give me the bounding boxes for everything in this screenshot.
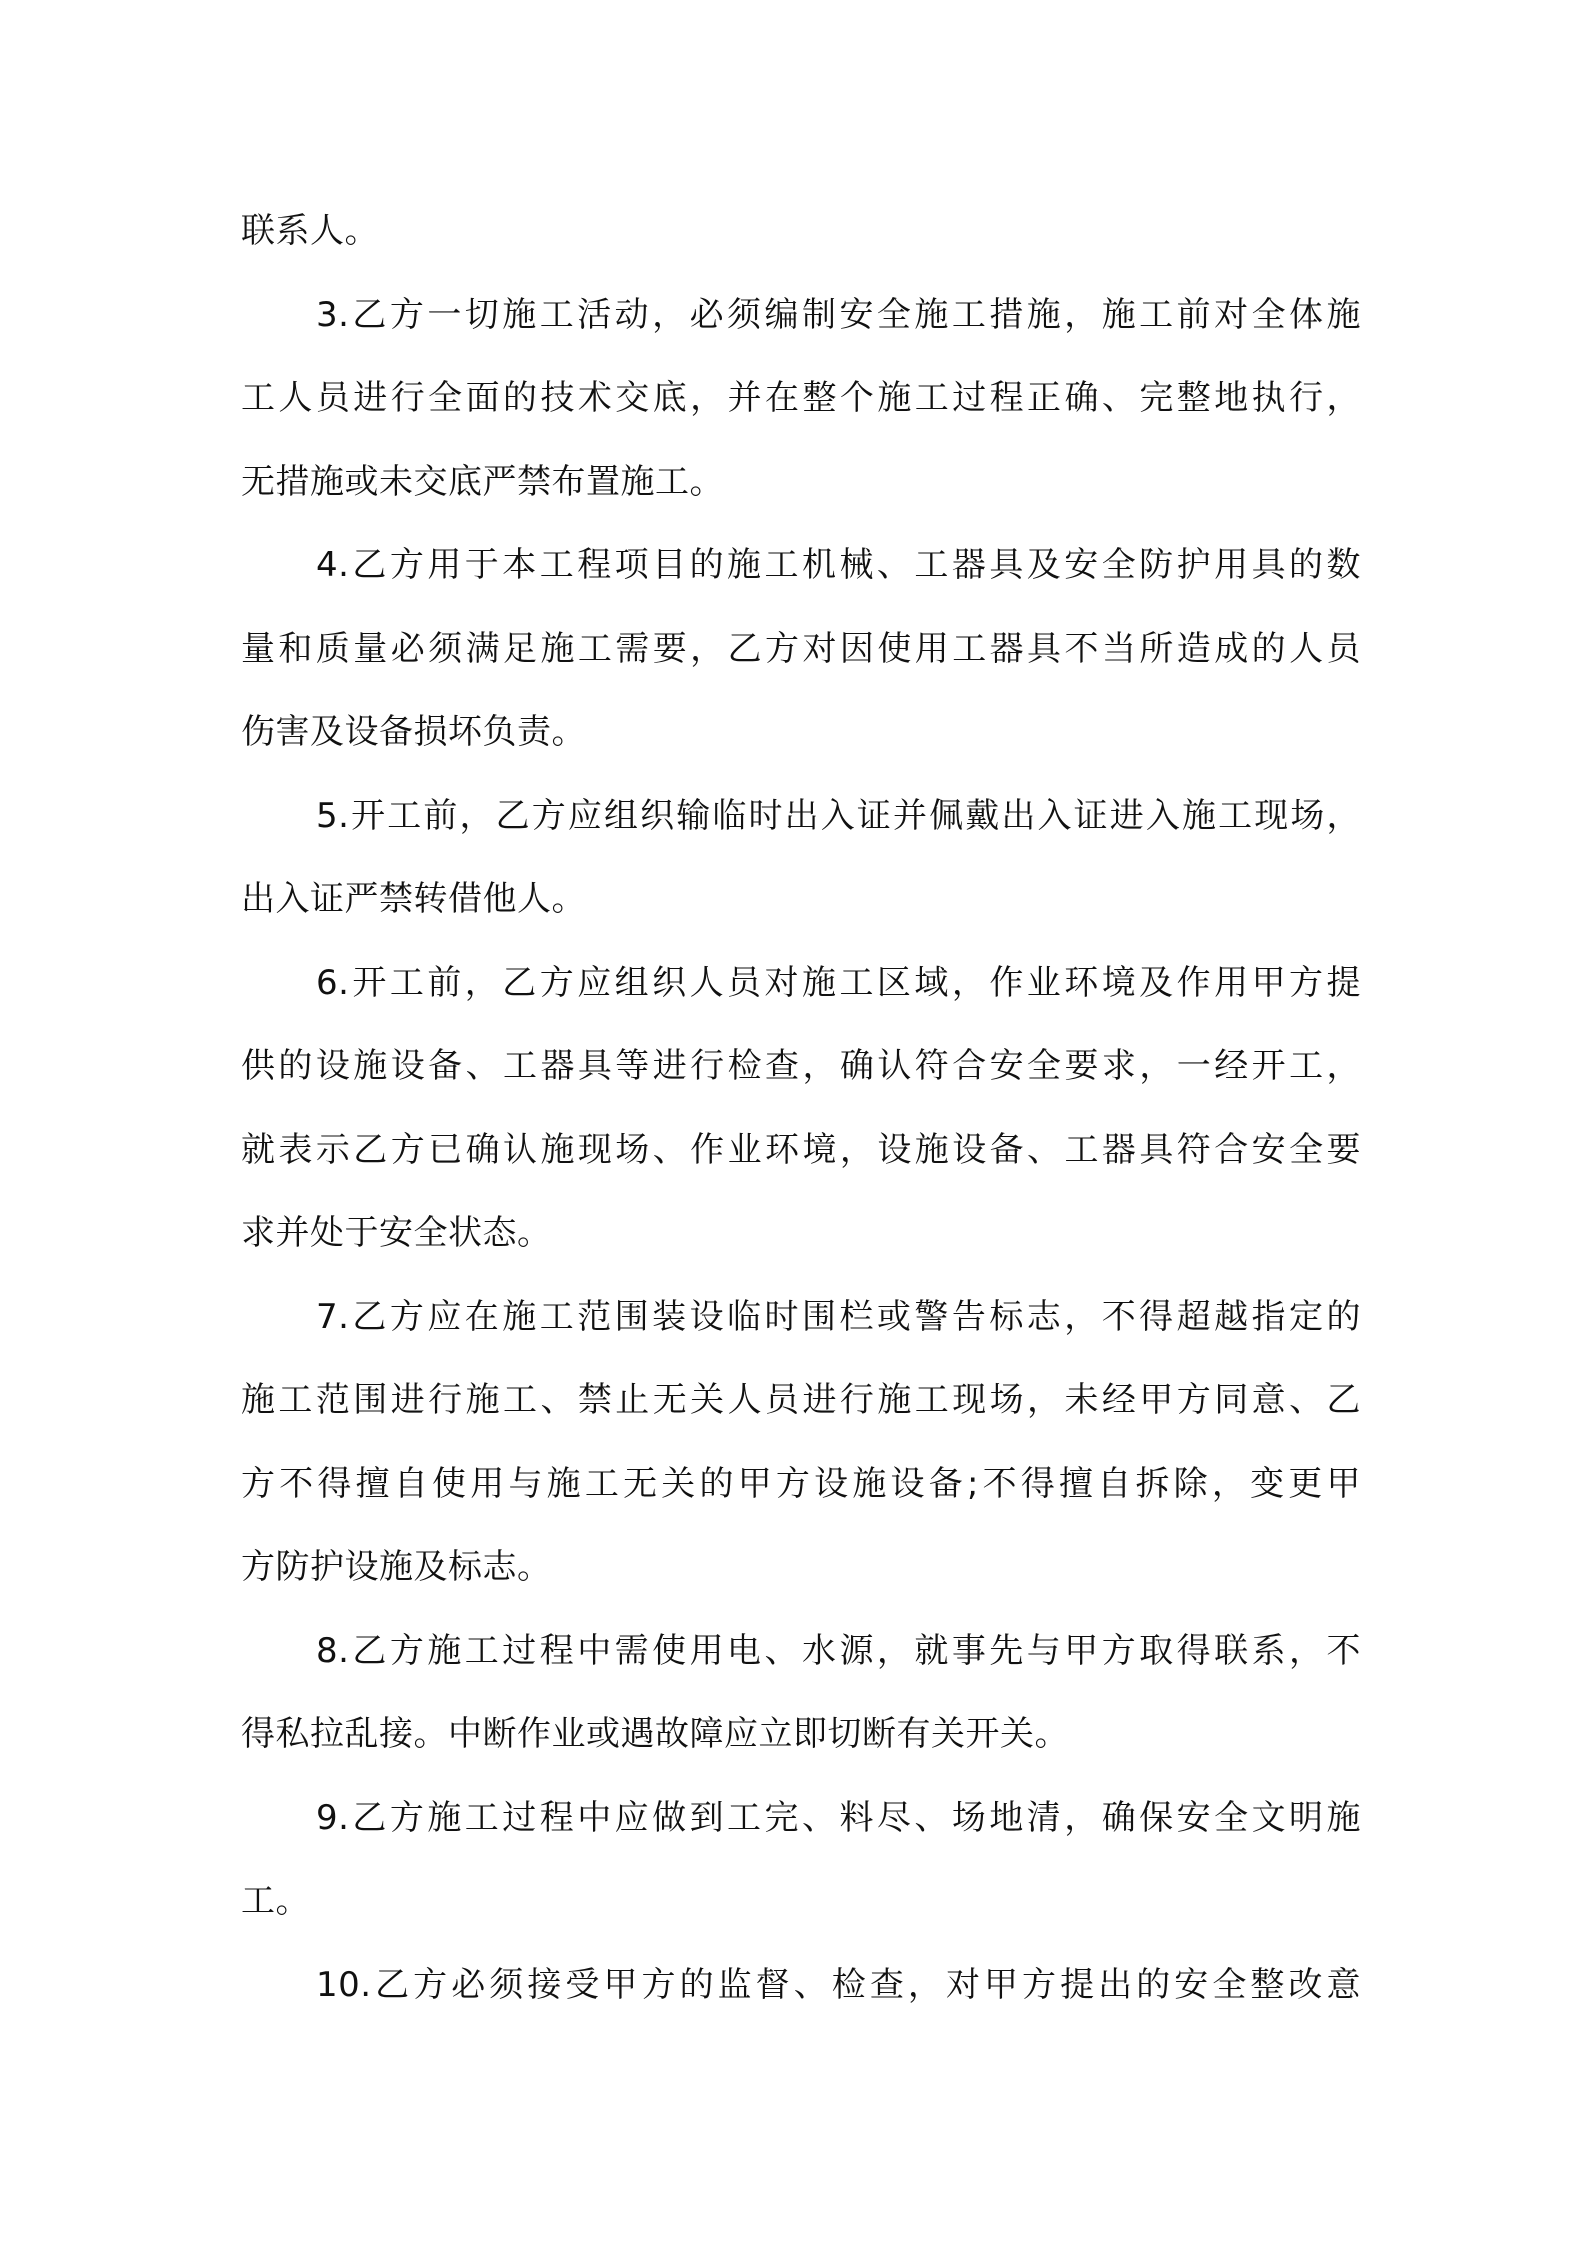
text-line: 无措施或未交底严禁布置施工。 bbox=[241, 461, 724, 502]
document-body bbox=[241, 190, 1361, 2027]
text-line: 8.乙方施工过程中需使用电、水源，就事先与甲方取得联系，不 bbox=[316, 1630, 1361, 1671]
text-line: 联系人。 bbox=[241, 211, 379, 251]
text-line: 7.乙方应在施工范围装设临时围栏或警告标志，不得超越指定的 bbox=[316, 1296, 1361, 1337]
paragraph-4 bbox=[241, 524, 1361, 775]
text-line: 就表示乙方已确认施现场、作业环境，设施设备、工器具符合安全要 bbox=[241, 1129, 1361, 1170]
paragraph-9 bbox=[241, 1777, 1361, 1944]
text-line: 5.开工前，乙方应组织输临时出入证并佩戴出入证进入施工现场， bbox=[316, 795, 1361, 836]
text-line: 求并处于安全状态。 bbox=[241, 1213, 552, 1253]
text-line: 工。 bbox=[241, 1881, 310, 1921]
paragraph-3 bbox=[241, 274, 1361, 525]
paragraph-7 bbox=[241, 1276, 1361, 1610]
text-line: 方防护设施及标志。 bbox=[241, 1547, 552, 1587]
text-line: 4.乙方用于本工程项目的施工机械、工器具及安全防护用具的数 bbox=[316, 545, 1361, 585]
text-line: 量和质量必须满足施工需要，乙方对因使用工器具不当所造成的人员 bbox=[241, 628, 1361, 669]
text-line: 方不得擅自使用与施工无关的甲方设施设备;不得擅自拆除，变更甲 bbox=[241, 1463, 1361, 1504]
text-line: 工人员进行全面的技术交底，并在整个施工过程正确、完整地执行， bbox=[241, 378, 1361, 418]
text-line: 3.乙方一切施工活动，必须编制安全施工措施，施工前对全体施 bbox=[316, 294, 1361, 335]
text-line: 得私拉乱接。中断作业或遇故障应立即切断有关开关。 bbox=[241, 1714, 1069, 1754]
paragraph-8 bbox=[241, 1610, 1361, 1777]
text-line: 供的设施设备、工器具等进行检查，确认符合安全要求，一经开工， bbox=[241, 1046, 1361, 1086]
text-line: 10.乙方必须接受甲方的监督、检查，对甲方提出的安全整改意 bbox=[316, 1964, 1361, 2005]
text-line: 施工范围进行施工、禁止无关人员进行施工现场，未经甲方同意、乙 bbox=[241, 1380, 1361, 1420]
text-line: 6.开工前，乙方应组织人员对施工区域，作业环境及作用甲方提 bbox=[316, 962, 1361, 1003]
text-line: 伤害及设备损坏负责。 bbox=[241, 712, 586, 752]
text-line: 出入证严禁转借他人。 bbox=[241, 879, 586, 919]
text-line: 9.乙方施工过程中应做到工完、料尽、场地清，确保安全文明施 bbox=[316, 1797, 1361, 1838]
paragraph-5 bbox=[241, 775, 1361, 942]
paragraph-6 bbox=[241, 942, 1361, 1276]
paragraph-10 bbox=[241, 1944, 1361, 2028]
paragraph-2-continuation bbox=[241, 190, 1361, 274]
